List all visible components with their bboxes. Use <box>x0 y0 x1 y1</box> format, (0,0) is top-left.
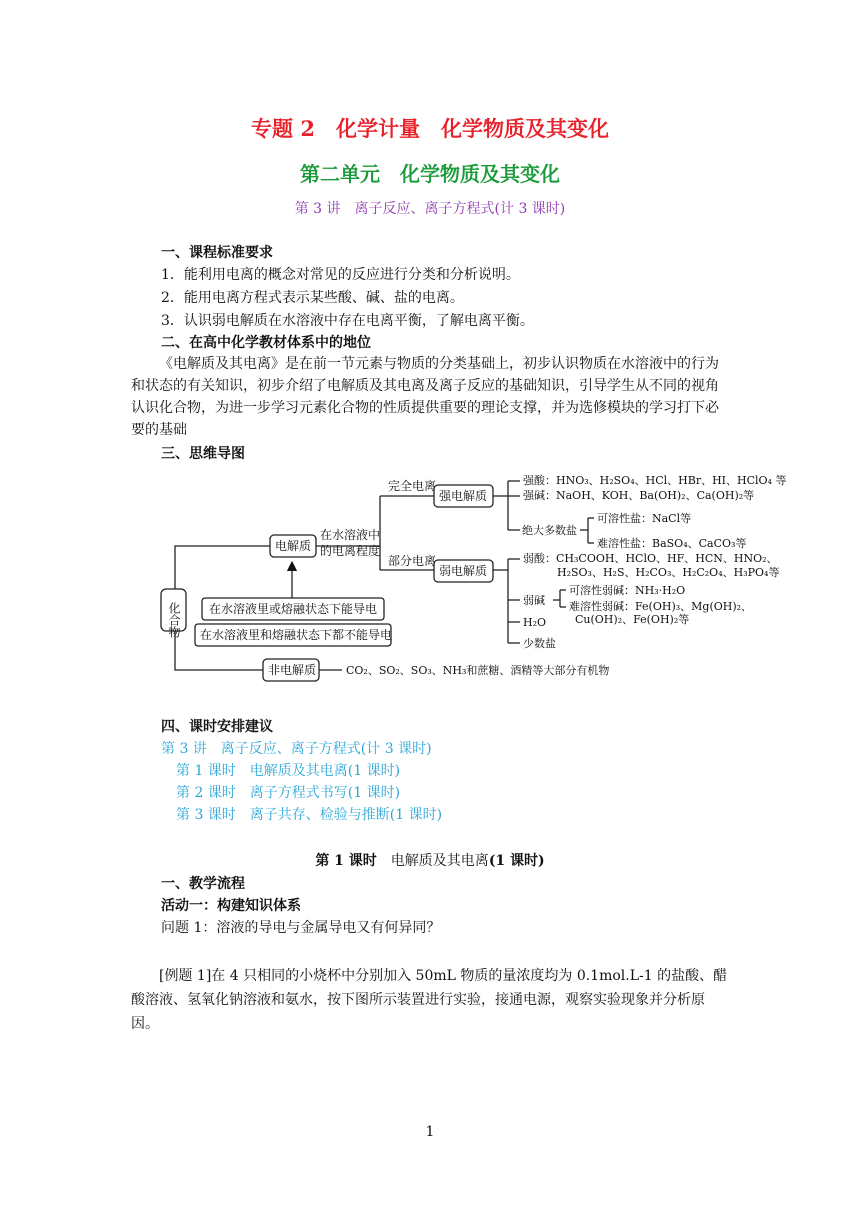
lesson1-title-normal: 电解质及其电离 <box>376 853 489 869</box>
nonelectrolyte-examples: CO₂、SO₂、SO₃、NH₃和蔗糖、酒精等大部分有机物 <box>346 664 610 677</box>
lesson1-flow: 一、教学流程 <box>161 876 245 892</box>
lesson1-title-bold2: (1 课时) <box>488 853 545 869</box>
sec2-paragraph: 《电解质及其电离》是在前一节元素与物质的分类基础上，初步认识物质在水溶液中的行为和状态的有关知识，初步介绍了电解质及其电离及离子反应的基础知识，引导学生从不同的视角认识化合物，为进一步学习元素化合物的性质提供重要的理论支撑，并为选修模块的学习打下必要的基础 <box>131 356 719 438</box>
sec1-item-2: 2．能用电离方程式表示某些酸、碱、盐的电离。 <box>161 290 464 306</box>
weak-label: 弱电解质 <box>439 564 488 578</box>
water-label: H₂O <box>523 616 547 629</box>
cond-no-label: 在水溶液里和熔融状态下都不能导电 <box>200 628 393 642</box>
insoluble-weak-base-line1: 难溶性弱碱：Fe(OH)₃、Mg(OH)₂、 <box>569 600 753 613</box>
sec1-item-3: 3．认识弱电解质在水溶液中存在电离平衡，了解电离平衡。 <box>161 313 534 329</box>
strong-acid: 强酸：HNO₃、H₂SO₄、HCl、HBr、HI、HClO₄ 等 <box>523 474 787 487</box>
sec4-lesson-3: 第 3 课时 离子共存、检验与推断(1 课时) <box>176 807 443 823</box>
weak-acid-line2: H₂SO₃、H₂S、H₂CO₃、H₂C₂O₄、H₃PO₄等 <box>557 566 780 579</box>
lecture-title: 第 3 讲 离子反应、离子方程式(计 3 课时) <box>294 201 566 217</box>
partial-label: 部分电离 <box>388 554 437 568</box>
lesson1-activity: 活动一：构建知识体系 <box>161 898 301 914</box>
few-salts: 少数盐 <box>523 637 556 650</box>
cond-yes-label: 在水溶液里或熔融状态下能导电 <box>209 602 378 616</box>
strong-label: 强电解质 <box>439 489 488 503</box>
sec1-item-1: 1．能利用电离的概念对常见的反应进行分类和分析说明。 <box>161 267 520 283</box>
sec4-lesson-1: 第 1 课时 电解质及其电离(1 课时) <box>176 763 401 779</box>
degree-line1: 在水溶液中 <box>320 528 381 542</box>
soluble-salt: 可溶性盐：NaCl等 <box>597 512 692 525</box>
degree-line2: 的电离程度 <box>320 544 381 558</box>
strong-base: 强碱：NaOH、KOH、Ba(OH)₂、Ca(OH)₂等 <box>523 489 755 502</box>
sec4-heading: 四、课时安排建议 <box>161 719 273 735</box>
unit-title: 第二单元 化学物质及其变化 <box>300 162 560 186</box>
insoluble-weak-base-line2: Cu(OH)₂、Fe(OH)₂等 <box>575 613 690 626</box>
lesson1-title <box>0 850 860 870</box>
sec4-lesson-2: 第 2 课时 离子方程式书写(1 课时) <box>176 785 401 801</box>
sec2-heading: 二、在高中化学教材体系中的地位 <box>161 335 371 351</box>
complete-label: 完全电离 <box>388 479 437 493</box>
lesson1-title-bold: 第 1 课时 <box>315 853 377 869</box>
soluble-weak-base: 可溶性弱碱：NH₃·H₂O <box>569 584 686 597</box>
lesson1-question: 问题 1：溶液的导电与金属导电又有何异同？ <box>161 920 441 936</box>
weak-base-label: 弱碱 <box>523 594 545 607</box>
insoluble-salt: 难溶性盐：BaSO₄、CaCO₃等 <box>597 537 747 550</box>
electrolyte-label: 电解质 <box>275 539 312 553</box>
sec4-lecture: 第 3 讲 离子反应、离子方程式(计 3 课时) <box>161 741 432 757</box>
most-salts: 绝大多数盐 <box>522 524 577 537</box>
sec3-heading: 三、思维导图 <box>161 446 245 462</box>
root-label: 化合物 <box>167 602 181 638</box>
page-number: 1 <box>425 1124 435 1140</box>
page-title: 专题 2 化学计量 化学物质及其变化 <box>251 116 609 141</box>
lesson1-example: [例题 1]在 4 只相同的小烧杯中分别加入 50mL 物质的量浓度均为 0.1mol.L-1 的盐酸、醋酸溶液、氢氧化钠溶液和氨水，按下图所示装置进行实验，接通电源，观察实验现象并分析原因。 <box>131 968 728 1032</box>
nonelectrolyte-label: 非电解质 <box>268 663 317 677</box>
sec1-heading: 一、课程标准要求 <box>161 245 273 261</box>
weak-acid-line1: 弱酸：CH₃COOH、HClO、HF、HCN、HNO₂、 <box>523 552 778 565</box>
